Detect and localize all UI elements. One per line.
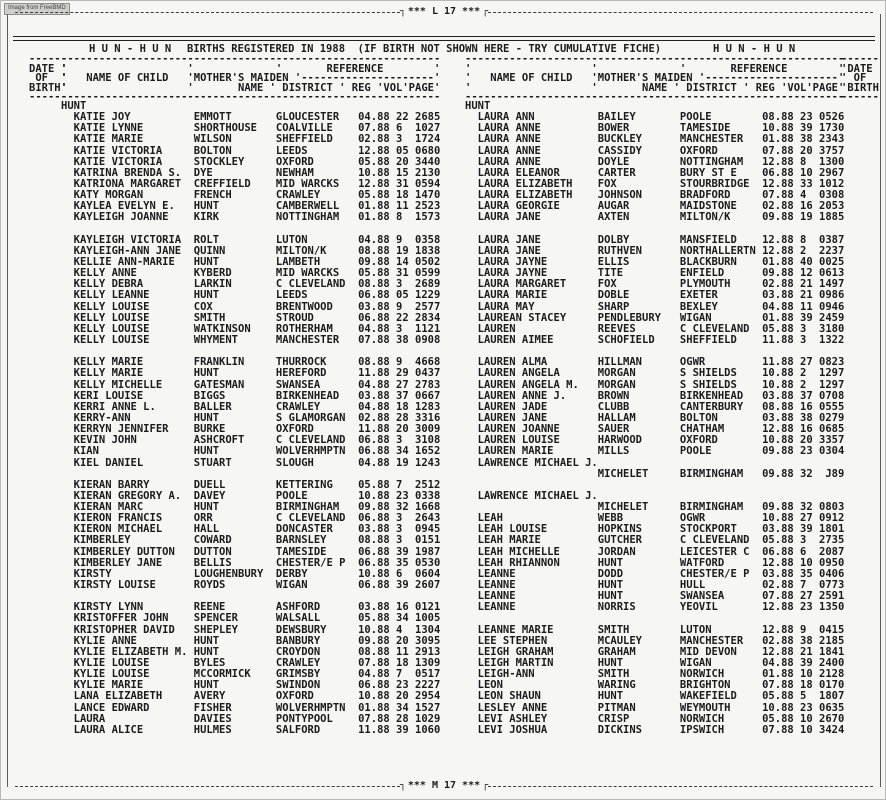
index-entry-line: LESLEY ANNE PITMAN WEYMOUTH 10.88 23 0635 — [465, 701, 845, 714]
header-art-line: DATE ' — [29, 62, 67, 75]
header-art-line: ------ — [841, 53, 879, 65]
index-entry-line: KAYLEIGH VICTORIA ROLT LUTON 04.88 9 0358 — [61, 233, 441, 246]
index-entry-line: LEE STEPHEN MCAULEY MANCHESTER 02.88 38 2185 — [465, 634, 845, 647]
index-entry-line: KERRYN JENNIFER BURKE OXFORD 11.88 20 3009 — [61, 423, 441, 436]
index-entry-line: KATIE VICTORIA STOCKLEY OXFORD 05.88 20 3440 — [61, 155, 441, 168]
index-entry-line: KRISTOPHER DAVID SHEPLEY DEWSBURY 10.88 4 1304 — [61, 623, 441, 636]
index-entry-line: KERI LOUISE BIGGS BIRKENHEAD 03.88 37 0667 — [61, 389, 441, 402]
header-art-line: ' ' NAME ' DISTRICT ' REG 'VOL'PAGE' — [61, 81, 441, 94]
index-entry-line: KELLY LOUISE WHYMENT MANCHESTER 07.88 38 0908 — [61, 333, 441, 346]
index-entry-line: LEIGH MARTIN HUNT WIGAN 04.88 39 2400 — [465, 657, 845, 670]
header-art-line: 'BIRTH — [841, 81, 879, 94]
surname-group-header: HUNT — [465, 100, 491, 112]
index-entry-line: KELLY MICHELLE GATESMAN SWANSEA 04.88 27 2783 — [61, 378, 441, 391]
index-entry-line: LAURA ANNE DOYLE NOTTINGHAM 12.88 8 1300 — [465, 155, 845, 168]
page-border-right — [880, 14, 881, 787]
index-entry-line: KIRSTY LOUISE ROYDS WIGAN 06.88 39 2607 — [61, 579, 441, 592]
index-entry-line: LEANNE DODD CHESTER/E P 03.88 35 0406 — [465, 567, 845, 580]
index-entry-line: KELLY ANNE KYBERD MID WARCKS 05.88 31 0599 — [61, 267, 441, 280]
fiche-row-label-bottom: *** M 17 *** — [407, 780, 481, 791]
index-entry-line: LEIGH-ANN SMITH NORWICH 01.88 10 2128 — [465, 668, 845, 681]
header-art-line: BIRTH' — [29, 81, 67, 94]
index-entry-line: LAUREN AIMEE SCHOFIELD SHEFFIELD 11.88 3 1322 — [465, 333, 845, 346]
index-entry-line: KIMBERLEY COWARD BARNSLEY 08.88 3 0151 — [61, 534, 441, 547]
dash-line-left — [15, 12, 400, 13]
index-entry-line: LEVI ASHLEY CRISP NORWICH 05.88 10 2670 — [465, 712, 845, 725]
corner-tick-right: ┌ — [482, 6, 489, 17]
index-entry-line: LAURA ANNE CASSIDY OXFORD 07.88 20 3757 — [465, 144, 845, 157]
index-entry-line: KELLY LEANNE HUNT LEEDS 06.88 05 1229 — [61, 289, 441, 302]
header-art-line: ' NAME OF CHILD 'MOTHER'S MAIDEN '---------------------' — [61, 72, 441, 84]
index-entry-line: LEAH RHIANNON HUNT WATFORD 12.88 10 0950 — [465, 556, 845, 569]
index-entry-line: LAUREN ANNE J. BROWN BIRKENHEAD 03.88 37 0708 — [465, 389, 845, 402]
index-entry-line: KATIE JOY EMMOTT GLOUCESTER 04.88 22 2685 — [61, 111, 441, 124]
header-art-line: ------ — [841, 91, 879, 103]
index-entry-line: KIERAN BARRY DUELL KETTERING 05.88 7 2512 — [61, 478, 441, 491]
header-art-line: ------------------------------------------------------------ — [465, 53, 845, 65]
index-entry-line: LEON SHAUN HUNT WAKEFIELD 05.88 5 1807 — [465, 690, 845, 703]
index-entry-line: LAUREN ANGELA MORGAN S SHIELDS 10.88 2 1297 — [465, 367, 845, 380]
index-entry-line: LAURA ANN BAILEY POOLE 08.88 23 0526 — [465, 111, 845, 124]
index-entry-line: KIERAN GREGORY A. DAVEY POOLE 10.88 23 0338 — [61, 489, 441, 502]
index-entry-line: KIERON FRANCIS ORR C CLEVELAND 06.88 3 2643 — [61, 512, 441, 525]
index-entry-line: LANA ELIZABETH AVERY OXFORD 10.88 20 2954 — [61, 690, 441, 703]
blank-line — [465, 613, 844, 624]
index-entry-line: LEVI JOSHUA DICKINS IPSWICH 07.88 10 3424 — [465, 723, 845, 736]
index-entry-line: KERRI ANNE L. BALLER CRAWLEY 04.88 18 1283 — [61, 400, 441, 413]
index-entry-line: KATY MORGAN FRENCH CRAWLEY 05.88 18 1470 — [61, 189, 441, 202]
header-art-line: ------ — [29, 91, 67, 103]
table-header-right — [465, 55, 844, 103]
index-entry-line: LEAH LOUISE HOPKINS STOCKPORT 03.88 39 1801 — [465, 523, 845, 536]
index-entry-line: LEANNE HUNT SWANSEA 07.88 27 2591 — [465, 590, 845, 603]
index-entry-line: LAUREN JADE CLUBB CANTERBURY 08.88 16 0555 — [465, 400, 845, 413]
header-art-line: ' NAME OF CHILD 'MOTHER'S MAIDEN '---------------------' — [465, 72, 845, 84]
dash-line-right — [488, 786, 873, 787]
header-art-line: OF ' — [29, 72, 67, 84]
index-entry-line: KIEL DANIEL STUART SLOUGH 04.88 19 1243 — [61, 456, 441, 469]
index-entry-line: LAURA ELEANOR CARTER BURY ST E 06.88 10 2967 — [465, 166, 845, 179]
index-entry-line: LANCE EDWARD FISHER WOLVERHMPTN 01.88 34 1527 — [61, 701, 441, 714]
index-entry-line: KRISTOFFER JOHN SPENCER WALSALL 05.88 34 1005 — [61, 612, 441, 625]
index-entry-line: LEAH MARIE GUTCHER C CLEVELAND 05.88 3 2735 — [465, 534, 845, 547]
corner-tick-left: ┐ — [399, 780, 406, 791]
index-entry-line: LAUREN JOANNE SAUER CHATHAM 12.88 16 0685 — [465, 423, 845, 436]
index-entry-line: KELLY MARIE FRANKLIN THURROCK 08.88 9 4668 — [61, 356, 441, 369]
index-entry-line: KIAN HUNT WOLVERHMPTN 06.88 34 1652 — [61, 445, 441, 458]
index-entry-line: KYLIE LOUISE BYLES CRAWLEY 07.88 18 1309 — [61, 657, 441, 670]
range-label-right: H U N - H U N — [713, 43, 796, 55]
index-entry-line: KIRSTY LYNN REENE ASHFORD 03.88 16 0121 — [61, 601, 441, 614]
index-entry-line: LEANNE HUNT HULL 02.88 7 0773 — [465, 579, 845, 592]
index-entry-line: LAUREN MARIE MILLS POOLE 09.88 23 0304 — [465, 445, 845, 458]
index-entry-line: LAURA MARIE DOBLE EXETER 03.88 21 0986 — [465, 289, 845, 302]
header-art-line: ------ — [29, 53, 67, 65]
index-entry-line: LEAH WEBB OGWR 10.88 27 0912 — [465, 512, 845, 525]
index-entry-line: LEON WARING BRIGHTON 07.88 18 0170 — [465, 679, 845, 692]
top-heavy-rule — [13, 36, 875, 41]
index-entry-line: LAURA GEORGIE AUGAR MAIDSTONE 02.88 16 2053 — [465, 200, 845, 213]
index-entry-line: KATRINA BRENDA S. DYE NEWHAM 10.88 15 2130 — [61, 166, 441, 179]
index-entry-line: LAURA ANNE BUCKLEY MANCHESTER 01.88 38 2343 — [465, 133, 845, 146]
page-title: BIRTHS REGISTERED IN 1988 (IF BIRTH NOT SHOWN HERE - TRY CUMULATIVE FICHE) — [186, 43, 662, 55]
header-art-line: ' ' ' REFERENCE ' — [465, 62, 845, 75]
corner-tick-right: ┌ — [482, 780, 489, 791]
index-entry-line: LAWRENCE MICHAEL J. — [465, 456, 845, 469]
index-entry-line: LAURA JANE RUTHVEN NORTHALLERTN 12.88 2 2237 — [465, 244, 845, 257]
fiche-row-label-top: *** L 17 *** — [407, 6, 481, 17]
index-entry-line: KELLY LOUISE SMITH STROUD 06.88 22 2834 — [61, 311, 441, 324]
index-entry-line: LAURA ELIZABETH JOHNSON BRADFORD 07.88 4 0308 — [465, 189, 845, 202]
index-entry-line: KYLIE MARIE HUNT SWINDON 06.88 23 2227 — [61, 679, 441, 692]
index-entry-line: LAURA ANNE BOWER TAMESIDE 10.88 39 1730 — [465, 122, 845, 135]
bottom-frame-marker — [15, 780, 873, 792]
index-entry-line: KELLY DEBRA LARKIN C CLEVELAND 08.88 3 2689 — [61, 278, 441, 291]
index-entry-line: KIERAN MARC HUNT BIRMINGHAM 09.88 32 1668 — [61, 501, 441, 514]
index-entry-line: LAUREN JANE HALLAM BOLTON 03.88 38 0279 — [465, 411, 845, 424]
index-entry-line: LAURA ELIZABETH FOX STOURBRIDGE 12.88 33 1012 — [465, 177, 845, 190]
index-entry-line: LAURA DAVIES PONTYPOOL 07.88 28 1029 — [61, 712, 441, 725]
index-entry-line: LAUREN REEVES C CLEVELAND 05.88 3 3180 — [465, 322, 845, 335]
index-entry-line: KIRSTY LOUGHENBURY DERBY 10.88 6 0604 — [61, 567, 441, 580]
page-border-left — [7, 14, 8, 787]
index-entry-line: KYLIE ANNE HUNT BANBURY 09.88 20 3095 — [61, 634, 441, 647]
freebmd-watermark: Image from FreeBMD — [4, 3, 70, 15]
index-entry-line: KIMBERLEY DUTTON DUTTON TAMESIDE 06.88 39 1987 — [61, 545, 441, 558]
index-entry-line: LAWRENCE MICHAEL J. — [465, 489, 845, 502]
index-entry-line: MICHELET BIRMINGHAM 09.88 32 0803 — [465, 501, 845, 514]
index-entry-line: KAYLEA EVELYN E. HUNT CAMBERWELL 01.88 11 2523 — [61, 200, 441, 213]
index-entry-line: LAUREN ANGELA M. MORGAN S SHIELDS 10.88 2 1297 — [465, 378, 845, 391]
index-entry-line: KELLY LOUISE WATKINSON ROTHERHAM 04.88 3 1121 — [61, 322, 441, 335]
index-entry-line: KATIE MARIE WILSON SHEFFIELD 02.88 3 1724 — [61, 133, 441, 146]
index-entry-line: KELLY MARIE HUNT HEREFORD 11.88 29 0437 — [61, 367, 441, 380]
index-entry-line: LAURA JANE DOLBY MANSFIELD 12.88 8 0387 — [465, 233, 845, 246]
index-entry-line: LEANNE MARIE SMITH LUTON 12.88 9 0415 — [465, 623, 845, 636]
index-entry-line: LAURA JAYNE TITE ENFIELD 09.88 12 0613 — [465, 267, 845, 280]
index-entry-line: KERRY-ANN HUNT S GLAMORGAN 02.88 28 3316 — [61, 411, 441, 424]
header-art-line: ' OF — [841, 72, 867, 84]
index-entry-line: KIERON MICHAEL HALL DONCASTER 03.88 3 0945 — [61, 523, 441, 536]
index-entry-line: KAYLEIGH JOANNE KIRK NOTTINGHAM 01.88 8 1573 — [61, 211, 441, 224]
dob-column-header-right — [841, 55, 879, 103]
index-entry-line: KATIE VICTORIA BOLTON LEEDS 12.88 05 0680 — [61, 144, 441, 157]
table-header-left — [61, 55, 440, 103]
index-entry-line: LEIGH GRAHAM GRAHAM MID DEVON 12.88 21 1841 — [465, 645, 845, 658]
index-entry-line: LAURA MAY SHARP BEXLEY 04.88 11 0946 — [465, 300, 845, 313]
index-entry-line: LAUREAN STACEY PENDLEBURY WIGAN 01.88 39 2459 — [465, 311, 845, 324]
index-entry-line: KYLIE LOUISE MCCORMICK GRIMSBY 04.88 7 0517 — [61, 668, 441, 681]
index-entry-line: LAURA JAYNE ELLIS BLACKBURN 01.88 40 0025 — [465, 255, 845, 268]
index-entry-line: KIMBERLEY JANE BELLIS CHESTER/E P 06.88 35 0530 — [61, 556, 441, 569]
index-entry-line: KEVIN JOHN ASHCROFT C CLEVELAND 06.88 3 3108 — [61, 434, 441, 447]
index-entry-line: LAURA MARGARET FOX PLYMOUTH 02.88 21 1497 — [465, 278, 845, 291]
index-entry-line: LAUREN ALMA HILLMAN OGWR 11.88 27 0823 — [465, 356, 845, 369]
header-art-line: ' ' ' REFERENCE ' — [61, 62, 441, 75]
index-entry-line: KATIE LYNNE SHORTHOUSE COALVILLE 07.88 6 1027 — [61, 122, 441, 135]
index-entry-line: KELLIE ANN-MARIE HUNT LAMBETH 09.88 14 0502 — [61, 255, 441, 268]
index-entry-line: LEANNE NORRIS YEOVIL 12.88 23 1350 — [465, 601, 845, 614]
index-entry-line: LAUREN LOUISE HARWOOD OXFORD 10.88 20 3357 — [465, 434, 845, 447]
index-column-right — [465, 101, 844, 736]
index-entry-line: MICHELET BIRMINGHAM 09.88 32 J89 — [465, 467, 845, 480]
header-art-line: ' ' NAME ' DISTRICT ' REG 'VOL'PAGE' — [465, 81, 845, 94]
index-entry-line: KYLIE ELIZABETH M. HUNT CROYDON 08.88 11 2913 — [61, 645, 441, 658]
dash-line-right — [488, 12, 873, 13]
index-entry-line: LAURA ALICE HULMES SALFORD 11.88 39 1060 — [61, 723, 441, 736]
header-art-line: ------------------------------------------------------------ — [465, 91, 845, 103]
index-entry-line: KELLY LOUISE COX BRENTWOOD 03.88 9 2577 — [61, 300, 441, 313]
index-entry-line: LEAH MICHELLE JORDAN LEICESTER C 06.88 6 2087 — [465, 545, 845, 558]
index-entry-line: KAYLEIGH-ANN JANE QUINN MILTON/K 08.88 19 1838 — [61, 244, 441, 257]
index-entry-line: LAURA JANE AXTEN MILTON/K 09.88 19 1885 — [465, 211, 845, 224]
header-art-line: 'DATE — [841, 62, 873, 75]
header-art-line: ------------------------------------------------------------ — [61, 91, 441, 103]
surname-group-header: HUNT — [61, 100, 87, 112]
dash-line-left — [15, 786, 400, 787]
top-frame-marker — [15, 6, 873, 18]
header-art-line: ------------------------------------------------------------ — [61, 53, 441, 65]
index-entry-line: KATRIONA MARGARET CREFFIELD MID WARCKS 12.88 31 0594 — [61, 177, 441, 190]
corner-tick-left: ┐ — [399, 6, 406, 17]
range-label-left: H U N - H U N — [89, 43, 172, 55]
index-column-left — [61, 101, 440, 736]
